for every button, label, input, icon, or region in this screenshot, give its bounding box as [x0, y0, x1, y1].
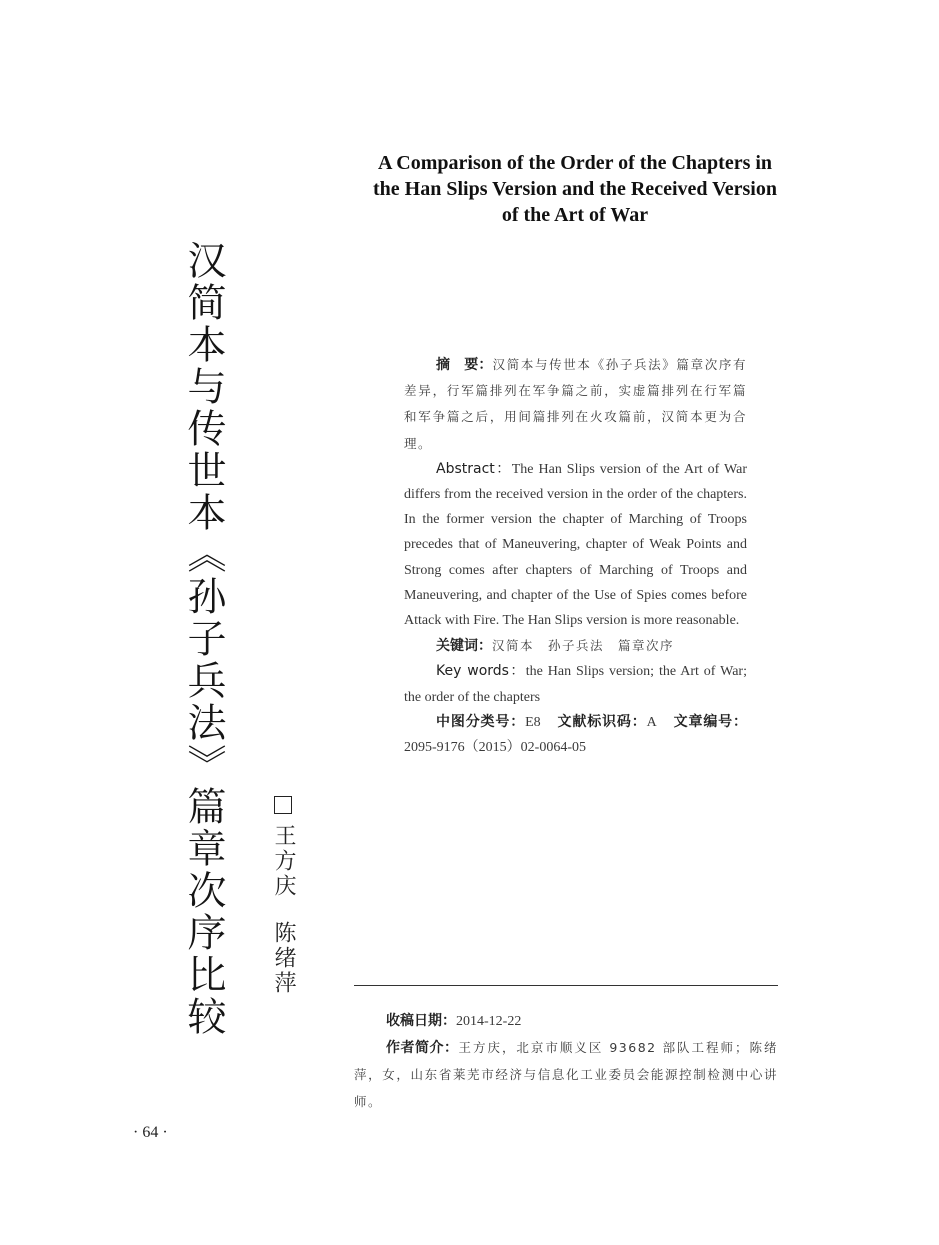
abstract-block: [404, 352, 747, 760]
abstract-cn: [404, 352, 747, 457]
author-bio-label: 作者简介：: [386, 1040, 459, 1056]
keywords-en-label: Key words：: [436, 663, 526, 680]
abstract-en-label: Abstract：: [436, 460, 512, 477]
english-title-line-1: A Comparison of the Order of the Chapters in: [377, 152, 773, 174]
clc-label: 中图分类号：: [436, 713, 526, 730]
author-bio: [354, 1035, 778, 1116]
received-date-label: 收稿日期：: [386, 1013, 456, 1029]
author-name-1: 王方庆: [271, 824, 296, 899]
english-title-line-2: the Han Slips Version and the Received Version: [373, 178, 777, 200]
author-bio-text: 王方庆，北京市顺义区 93682 部队工程师；陈绪萍，女，山东省莱芜市经济与信息化工业委员会能源控制检测中心讲师。: [354, 1040, 779, 1109]
chinese-title: 汉简本与传世本《孙子兵法》篇章次序比较: [181, 240, 226, 1038]
keywords-cn: [404, 633, 747, 659]
abstract-cn-label: 摘 要：: [436, 357, 493, 373]
keywords-cn-text: 汉简本 孙子兵法 篇章次序: [492, 638, 675, 654]
footnote-block: [354, 1008, 778, 1116]
square-icon: [274, 796, 292, 814]
keywords-en: [404, 659, 747, 709]
doc-code-value: A: [646, 714, 657, 730]
keywords-cn-label: 关键词：: [436, 638, 492, 655]
english-title-line-3: of the Art of War: [501, 204, 649, 226]
abstract-cn-text: 汉简本与传世本《孙子兵法》篇章次序有差异，行军篇排列在军争篇之前，实虚篇排列在行军篇和军争篇之后，用间篇排列在火攻篇前，汉简本更为合理。: [404, 357, 747, 451]
received-date: [354, 1008, 778, 1035]
article-number-label: 文章编号：: [672, 713, 748, 730]
author-block: [268, 796, 298, 996]
clc-value: E8: [525, 714, 541, 730]
classification: [404, 710, 747, 760]
abstract-en: [404, 457, 747, 633]
doc-code-label: 文献标识码：: [556, 713, 647, 730]
keywords-en-text: the Han Slips version; the Art of War; the order of the chapters: [404, 664, 747, 705]
footnote-divider: [354, 985, 778, 986]
article-number-value: 2095-9176（2015）02-0064-05: [404, 740, 586, 756]
page-number: · 64 ·: [133, 1124, 168, 1141]
author-name-2: 陈绪萍: [271, 921, 296, 996]
received-date-value: 2014-12-22: [456, 1014, 522, 1029]
abstract-en-text: The Han Slips version of the Art of War differs from the received version in the order of the chapters. In the former version the chapter of Marching of Troops precedes that of Maneuvering, chapter of Weak Points and Strong comes after chapters of Marching of Troops and Maneuvering, and chapter of the Use of Spies comes before Attack with Fire. The Han Slips version is more reasonable.: [404, 461, 747, 629]
english-title: [360, 150, 790, 228]
